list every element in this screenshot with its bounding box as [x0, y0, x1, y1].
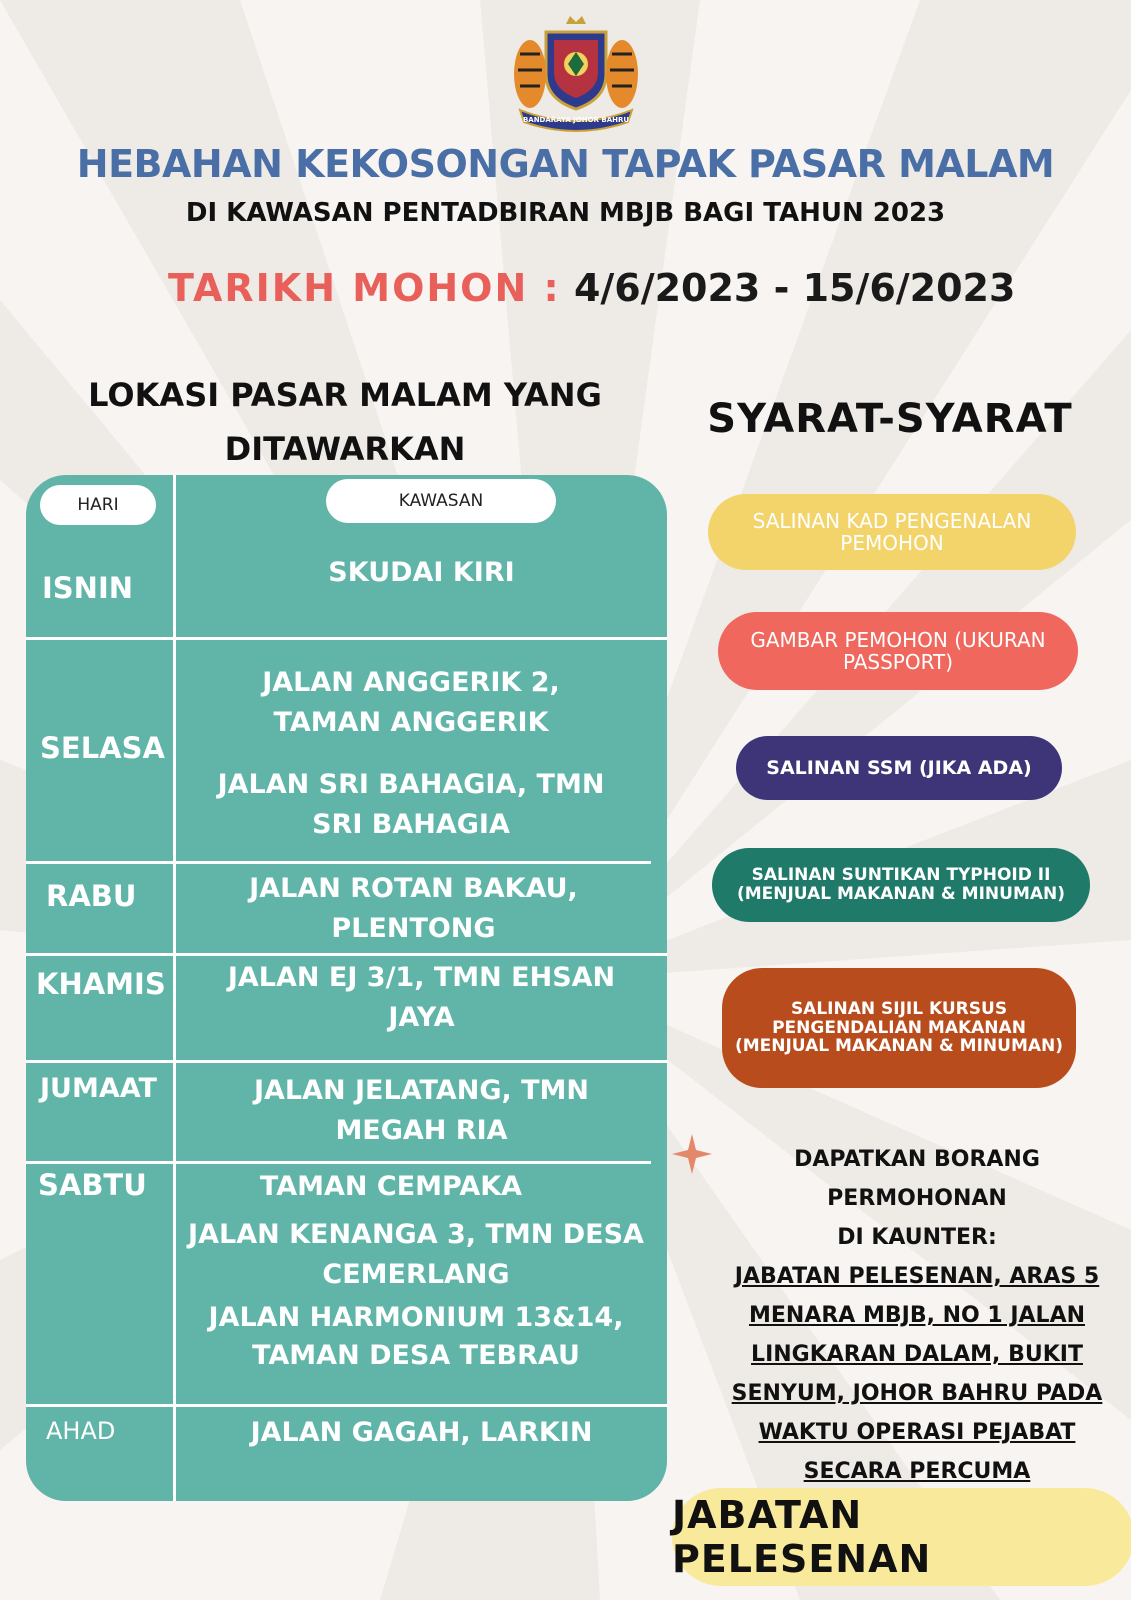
locations-table — [26, 475, 667, 1501]
area-ahad-1: JALAN GAGAH, LARKIN — [250, 1417, 593, 1448]
requirement-typhoid-injection: SALINAN SUNTIKAN TYPHOID II (MENJUAL MAKANAN & MINUMAN) — [712, 848, 1090, 922]
row-divider — [26, 1161, 651, 1164]
day-jumaat: JUMAAT — [40, 1073, 157, 1104]
row-divider — [26, 637, 667, 640]
requirement-ic-copy: SALINAN KAD PENGENALAN PEMOHON — [708, 494, 1076, 570]
info-line2: DI KAUNTER: — [837, 1225, 997, 1250]
requirement-passport-photo: GAMBAR PEMOHON (UKURAN PASSPORT) — [718, 612, 1078, 690]
locations-heading — [80, 368, 610, 476]
requirements-heading: SYARAT-SYARAT — [707, 396, 1073, 442]
area-sabtu-1: TAMAN CEMPAKA — [259, 1171, 523, 1202]
crest-banner-text: BANDARAYA JOHOR BAHRU — [522, 116, 630, 124]
day-isnin: ISNIN — [42, 571, 134, 605]
page-title: HEBAHAN KEKOSONGAN TAPAK PASAR MALAM — [76, 142, 1055, 186]
sparkle-icon — [672, 1134, 712, 1174]
page-subtitle: DI KAWASAN PENTADBIRAN MBJB BAGI TAHUN 2023 — [185, 198, 946, 228]
application-dates — [168, 266, 1015, 310]
row-divider — [26, 953, 667, 956]
locations-heading-line2: DITAWARKAN — [224, 430, 466, 468]
area-sabtu-2: JALAN KENANGA 3, TMN DESA CEMERLANG — [188, 1219, 644, 1290]
area-selasa-2: JALAN SRI BAHAGIA, TMN SRI BAHAGIA — [217, 769, 605, 840]
row-divider — [26, 1060, 667, 1063]
area-selasa-1: JALAN ANGGERIK 2, TAMAN ANGGERIK — [262, 667, 560, 738]
row-divider — [26, 861, 651, 864]
area-isnin-1: SKUDAI KIRI — [328, 557, 515, 588]
application-dates-value: 4/6/2023 - 15/6/2023 — [573, 266, 1016, 310]
application-dates-label: TARIKH MOHON : — [168, 266, 561, 310]
day-ahad: AHAD — [46, 1417, 116, 1445]
department-footer-badge: JABATAN PELESENAN — [672, 1488, 1131, 1586]
column-header-area: KAWASAN — [326, 479, 556, 523]
locations-heading-line1: LOKASI PASAR MALAM YANG — [88, 376, 602, 414]
mbjb-crest-logo — [506, 14, 646, 132]
application-form-info — [712, 1140, 1122, 1491]
area-khamis-1: JALAN EJ 3/1, TMN EHSAN JAYA — [227, 962, 616, 1033]
area-jumaat-1: JALAN JELATANG, TMN MEGAH RIA — [253, 1075, 590, 1146]
day-rabu: RABU — [46, 879, 137, 913]
requirement-food-handling-certificate: SALINAN SIJIL KURSUS PENGENDALIAN MAKANAN (MENJUAL MAKANAN & MINUMAN) — [722, 968, 1076, 1088]
area-sabtu-3: JALAN HARMONIUM 13&14, TAMAN DESA TEBRAU — [208, 1302, 624, 1371]
requirement-ssm-copy: SALINAN SSM (JIKA ADA) — [736, 736, 1062, 800]
day-khamis: KHAMIS — [36, 967, 166, 1001]
column-header-day: HARI — [40, 485, 156, 525]
info-address: JABATAN PELESENAN, ARAS 5 MENARA MBJB, NO 1 JALAN LINGKARAN DALAM, BUKIT SENYUM, JOHOR BAHRU PADA WAKTU OPERASI PEJABAT SECARA PERCUMA — [731, 1264, 1103, 1484]
area-rabu-1: JALAN ROTAN BAKAU, PLENTONG — [249, 873, 578, 944]
info-line1: DAPATKAN BORANG PERMOHONAN — [794, 1147, 1040, 1211]
day-sabtu: SABTU — [38, 1168, 147, 1202]
row-divider — [26, 1404, 667, 1407]
day-selasa: SELASA — [40, 731, 165, 765]
